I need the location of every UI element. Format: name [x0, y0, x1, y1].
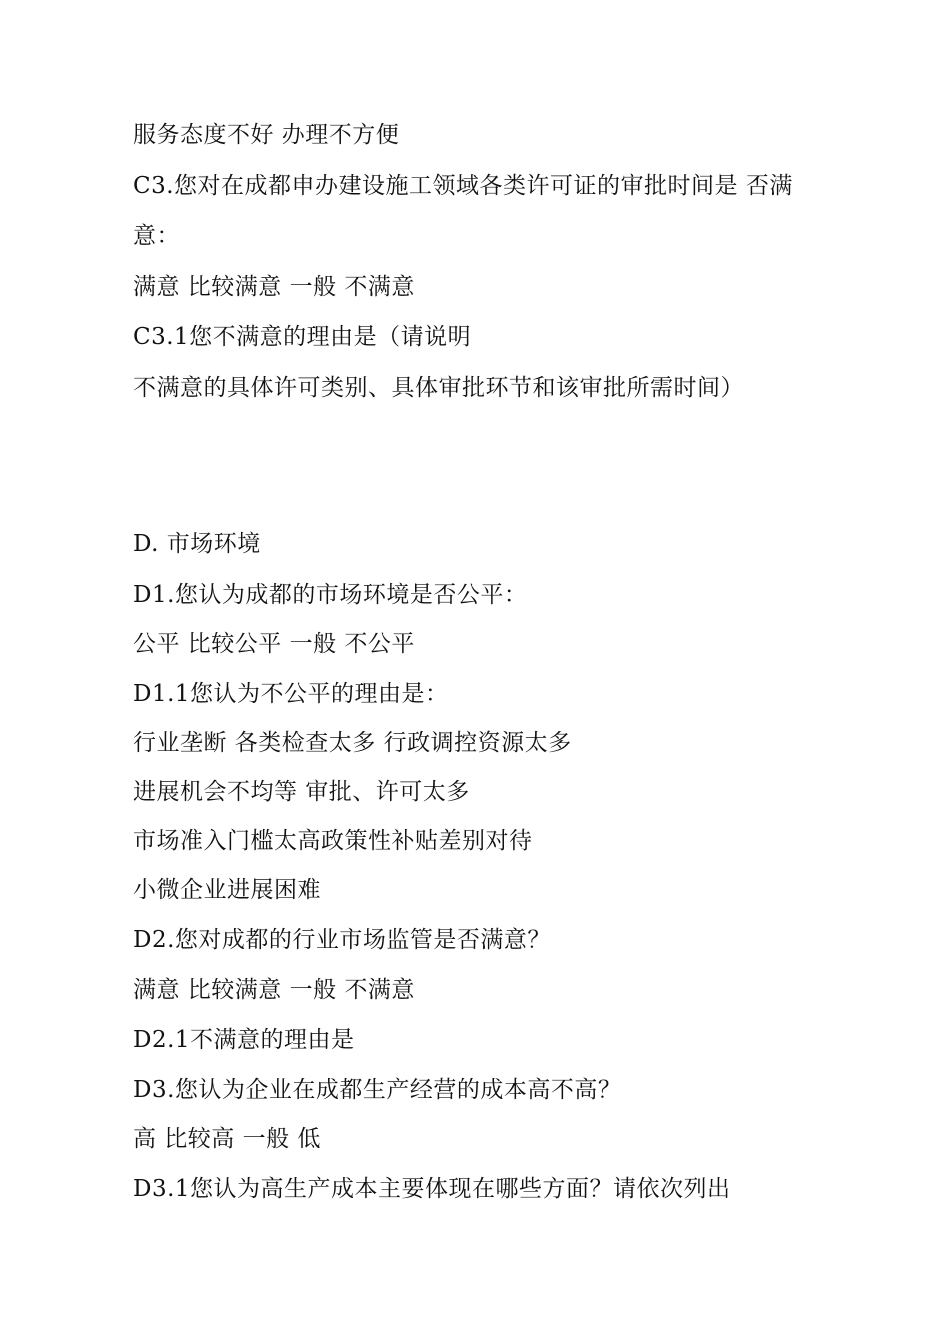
question-d1: D1.您认为成都的市场环境是否公平： [133, 582, 528, 608]
question-d3: D3.您认为企业在成都生产经营的成本高不高？ [133, 1077, 622, 1103]
section-heading-d: D. 市场环境 [133, 531, 261, 557]
reason-options: 市场准入门槛太高政策性补贴差别对待 [133, 828, 533, 854]
question-d2: D2.您对成都的行业市场监管是否满意？ [133, 927, 551, 953]
text-line: 服务态度不好 办理不方便 [133, 122, 400, 148]
text-line: 不满意的具体许可类别、具体审批环节和该审批所需时间） [133, 375, 744, 401]
text-line: 意： [133, 223, 180, 249]
answer-options: 满意 比较满意 一般 不满意 [133, 977, 415, 1003]
question-c3-1: C3.1您不满意的理由是（请说明 [133, 324, 472, 350]
question-d1-1: D1.1您认为不公平的理由是： [133, 681, 449, 707]
answer-options: 满意 比较满意 一般 不满意 [133, 274, 415, 300]
question-d2-1: D2.1不满意的理由是 [133, 1027, 355, 1053]
reason-options: 行业垄断 各类检查太多 行政调控资源太多 [133, 730, 572, 756]
question-d3-1: D3.1您认为高生产成本主要体现在哪些方面？请依次列出 [133, 1176, 731, 1202]
answer-options: 公平 比较公平 一般 不公平 [133, 631, 415, 657]
question-c3: C3.您对在成都申办建设施工领域各类许可证的审批时间是 否满 [133, 173, 793, 199]
reason-options: 小微企业进展困难 [133, 877, 321, 903]
reason-options: 进展机会不均等 审批、许可太多 [133, 779, 470, 805]
answer-options: 高 比较高 一般 低 [133, 1126, 321, 1152]
